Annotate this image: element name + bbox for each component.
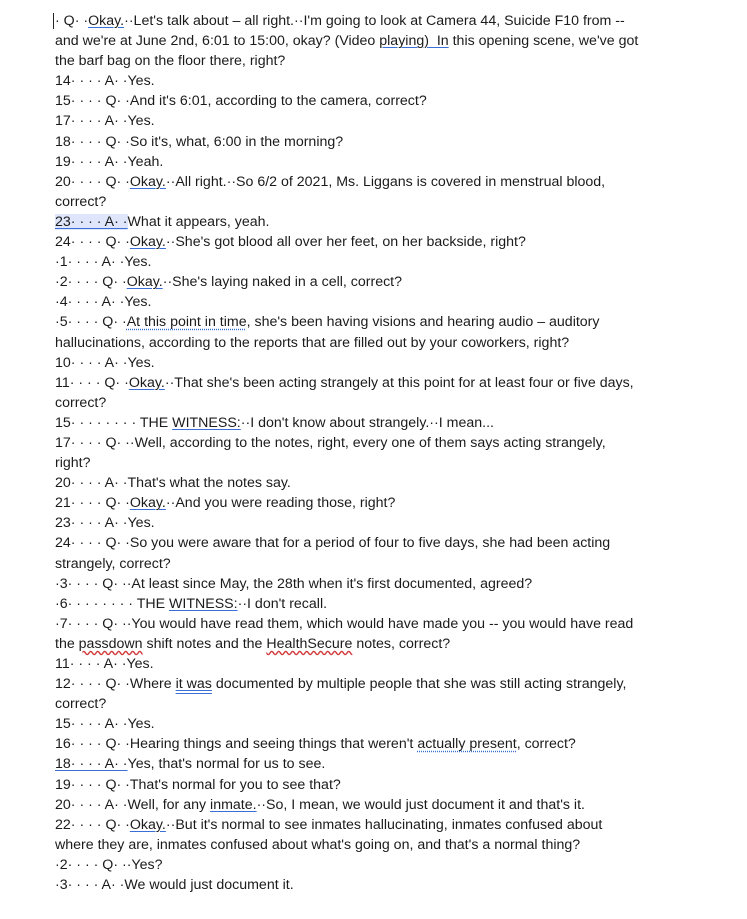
transcript-line	[55, 815, 735, 835]
text-cursor	[53, 13, 54, 29]
line-text: 24· · · · Q· ·	[55, 234, 130, 251]
transcript-line: 17· · · · Q· ··Well, according to the notes, right, every one of them says acting strangely,	[55, 434, 606, 451]
transcript-line: 17· · · · A· ·Yes.	[55, 113, 155, 130]
transcript-line: where they are, inmates confused about what's going on, and that's a normal thing?	[55, 836, 581, 853]
flagged-word[interactable]: Okay.	[129, 234, 166, 251]
line-text: ·6· · · · · · · · THE	[55, 595, 170, 612]
line-text: ··That she's been acting strangely at this point for at least four or five days,	[164, 374, 634, 391]
misspelled-word[interactable]: HealthSecure	[266, 635, 353, 652]
line-text: this opening scene, we've got	[448, 33, 639, 50]
transcript-line	[55, 413, 735, 433]
line-text: ··All right.··So 6/2 of 2021, Ms. Liggans is covered in menstrual blood,	[165, 173, 606, 190]
line-text: ··And you were reading those, right?	[165, 495, 396, 512]
flagged-phrase[interactable]: 18· · · · A· ·	[55, 756, 128, 773]
line-text: ··So, I mean, we would just document it and that's it.	[256, 796, 585, 813]
line-text: , she's been having visions and hearing audio – auditory	[246, 314, 600, 331]
transcript-line	[55, 594, 735, 614]
transcript-line: 19· · · · A· ·Yeah.	[55, 153, 164, 170]
line-text: ·2· · · · Q· ·	[55, 274, 127, 291]
transcript-line	[55, 212, 735, 232]
transcript-line: 19· · · · Q· ·That's normal for you to see that?	[55, 776, 341, 793]
transcript-line	[55, 312, 735, 332]
line-text: ·5· · · · Q· ·	[55, 314, 127, 331]
line-text: 22· · · · Q· ·	[55, 816, 130, 833]
transcript-line: ·2· · · · Q· ··Yes?	[55, 856, 163, 873]
transcript-line: ·7· · · · Q· ··You would have read them, which would have made you -- you would have read	[55, 615, 634, 632]
transcript-line	[55, 31, 735, 51]
transcript-line: 11· · · · A· ·Yes.	[55, 656, 154, 672]
line-text: ··Let's talk about – all right.··I'm going to look at Camera 44, Suicide F10 from --	[124, 13, 625, 29]
transcript-line: 24· · · · Q· ·So you were aware that for a period of four to five days, she had been acting	[55, 535, 611, 552]
line-text: documented by multiple people that she was still acting strangely,	[211, 676, 627, 693]
transcript-line: ·3· · · · Q· ··At least since May, the 28th when it's first documented, agreed?	[55, 575, 533, 592]
transcript-line: the barf bag on the floor there, right?	[55, 53, 286, 70]
line-text: , correct?	[516, 736, 576, 753]
line-text: ··She's laying naked in a cell, correct?	[162, 274, 403, 291]
flagged-word[interactable]: In	[428, 33, 449, 50]
flagged-word[interactable]: playing)	[379, 33, 429, 50]
line-text: · Q· ·	[55, 13, 89, 29]
transcript-line: 20· · · · A· ·That's what the notes say.	[55, 475, 291, 492]
line-text: the	[55, 635, 79, 652]
transcript-line: 14· · · · A· ·Yes.	[55, 73, 155, 90]
transcript-document	[55, 11, 735, 895]
transcript-line	[55, 795, 735, 815]
transcript-line	[55, 674, 735, 694]
transcript-line	[55, 272, 735, 292]
transcript-line: hallucinations, according to the reports that are filled out by your coworkers, right?	[55, 334, 570, 351]
line-text: What it appears, yeah.	[127, 213, 270, 230]
flagged-word[interactable]: Okay.	[129, 495, 166, 512]
transcript-line: ·3· · · · A· ·We would just document it.	[55, 877, 294, 894]
line-text: ··I don't know about strangely.··I mean...	[240, 414, 494, 431]
line-text: notes, correct?	[352, 635, 451, 652]
flagged-word[interactable]: WITNESS:	[169, 595, 238, 612]
highlighted-text[interactable]: 23· · · · A· ·	[55, 213, 128, 230]
flagged-word[interactable]: WITNESS:	[172, 414, 241, 431]
misspelled-word[interactable]: passdown	[78, 635, 143, 652]
line-text: 21· · · · Q· ·	[55, 495, 130, 512]
transcript-line	[55, 11, 735, 31]
transcript-line: ·1· · · · A· ·Yes.	[55, 254, 152, 271]
transcript-line	[55, 493, 735, 513]
transcript-line: correct?	[55, 696, 107, 713]
transcript-line: right?	[55, 455, 91, 472]
flagged-word[interactable]: Okay.	[126, 274, 163, 291]
line-text: 20· · · · A· ·Well, for any	[55, 796, 211, 813]
flagged-phrase[interactable]: At this point in time	[126, 314, 247, 331]
line-text: ··But it's normal to see inmates hallucinating, inmates confused about	[165, 816, 603, 833]
transcript-line: ·4· · · · A· ·Yes.	[55, 294, 152, 311]
transcript-line	[55, 172, 735, 192]
line-text: shift notes and the	[142, 635, 267, 652]
line-text: and we're at June 2nd, 6:01 to 15:00, okay? (Video	[55, 33, 380, 50]
transcript-line: 15· · · · A· ·Yes.	[55, 716, 155, 733]
transcript-line	[55, 634, 735, 654]
line-text: 12· · · · Q· ·Where	[55, 676, 176, 693]
transcript-line	[55, 373, 735, 393]
line-text: 15· · · · · · · · THE	[55, 414, 173, 431]
transcript-line: correct?	[55, 394, 107, 411]
line-text: Yes, that's normal for us to see.	[127, 756, 326, 773]
flagged-word[interactable]: Okay.	[88, 13, 125, 29]
line-text: ··She's got blood all over her feet, on her backside, right?	[165, 234, 526, 251]
transcript-line	[55, 754, 735, 774]
transcript-line: 18· · · · Q· ·So it's, what, 6:00 in the morning?	[55, 133, 344, 150]
transcript-line: 15· · · · Q· ·And it's 6:01, according to the camera, correct?	[55, 93, 427, 110]
transcript-line: correct?	[55, 193, 107, 210]
flagged-word[interactable]: Okay.	[128, 374, 165, 391]
transcript-line: strangely, correct?	[55, 555, 171, 572]
transcript-line: 10· · · · A· ·Yes.	[55, 354, 155, 371]
line-text: 20· · · · Q· ·	[55, 173, 130, 190]
line-text: 16· · · · Q· ·Hearing things and seeing things that weren't	[55, 736, 418, 753]
flagged-word[interactable]: Okay.	[129, 173, 166, 190]
line-text: 11· · · · Q· ·	[55, 374, 129, 391]
flagged-phrase[interactable]: actually present	[417, 736, 517, 753]
flagged-word[interactable]: Okay.	[129, 816, 166, 833]
line-text: ··I don't recall.	[237, 595, 328, 612]
transcript-line	[55, 232, 735, 252]
transcript-line: 23· · · · A· ·Yes.	[55, 515, 155, 532]
transcript-line	[55, 734, 735, 754]
flagged-word[interactable]: inmate.	[210, 796, 257, 813]
flagged-phrase[interactable]: it was	[175, 676, 212, 693]
